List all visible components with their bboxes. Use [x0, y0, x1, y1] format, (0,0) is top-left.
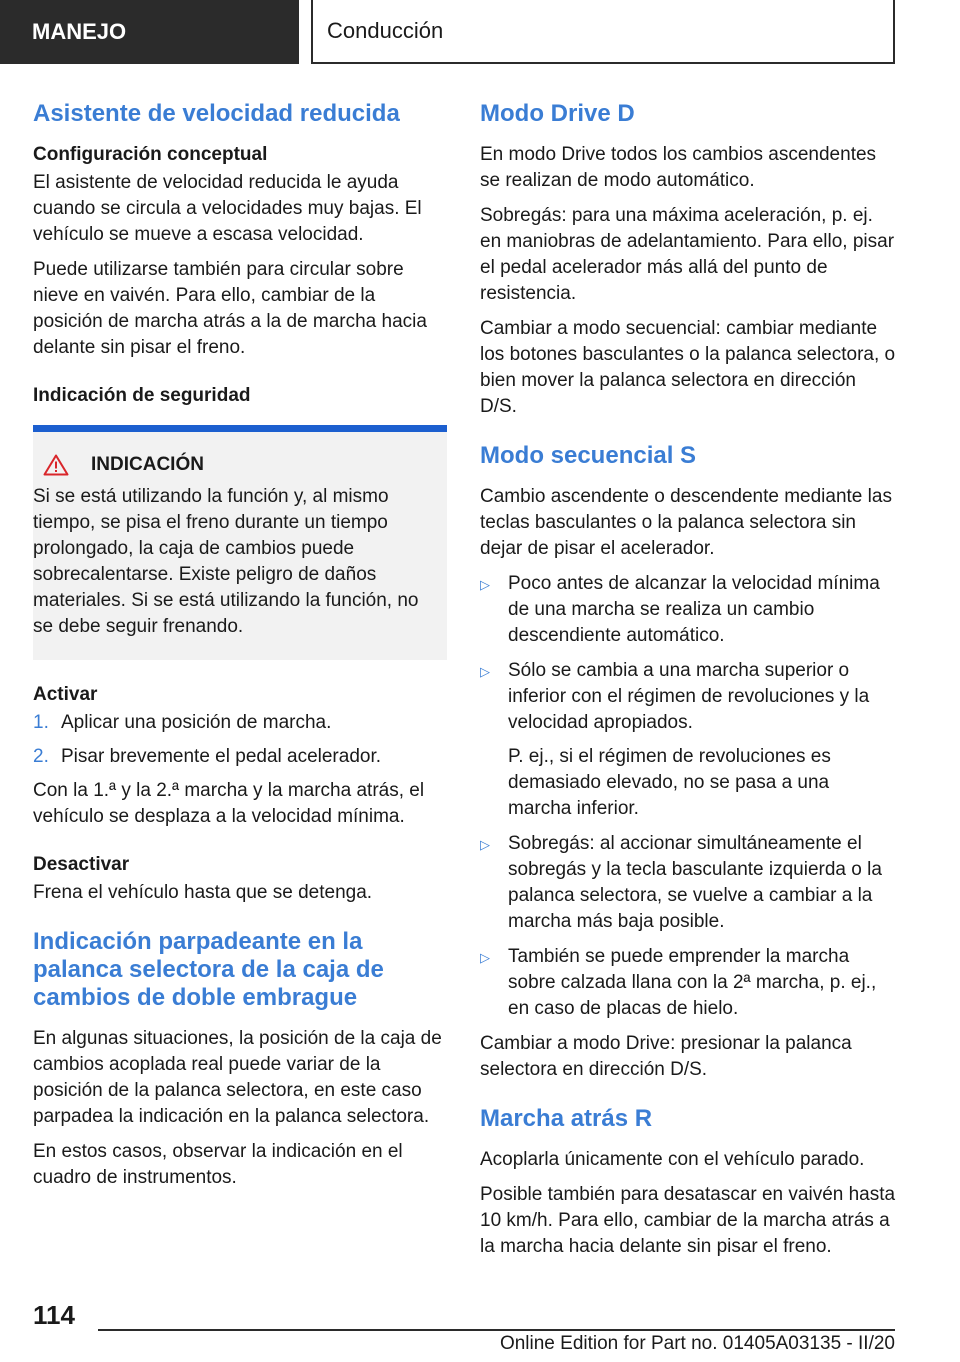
section-tab: MANEJO	[0, 0, 299, 64]
step-text: Aplicar una posición de marcha.	[61, 712, 332, 733]
paragraph-config-1: El asistente de velocidad reducida le ayuda cuando se circula a velocidades muy bajas. El vehículo se mueve a escasa velocidad.	[33, 172, 422, 245]
triangle-right-icon: ▷	[480, 664, 490, 679]
footer-edition: Online Edition for Part no. 01405A03135 - II/20	[499, 1333, 895, 1354]
heading-secuencial: Modo secuencial S	[480, 442, 697, 469]
paragraph-drive-3: Cambiar a modo secuencial: cambiar mediante los botones basculantes o la palanca selectora, o bien mover la palanca selectora en dirección D/S.	[480, 318, 896, 417]
bullet-text: Sólo se cambia a una marcha superior o inferior con el régimen de revoluciones y la velocidad apropiados.	[508, 660, 870, 733]
triangle-right-icon: ▷	[480, 950, 490, 965]
bullet-text: Poco antes de alcanzar la velocidad mínima de una marcha se realiza un cambio descendiente automático.	[508, 573, 880, 646]
bullet-text: También se puede emprender la marcha sobre calzada llana con la 2ª marcha, p. ej., en caso de placas de hielo.	[508, 946, 877, 1019]
list-item	[33, 744, 447, 770]
paragraph-desactivar: Frena el vehículo hasta que se detenga.	[33, 882, 373, 903]
paragraph-atras-2: Posible también para desatascar en vaivén hasta 10 km/h. Para ello, cambiar de la marcha atrás a la marcha hacia delante sin pisar el freno.	[480, 1184, 896, 1257]
chapter-title: Conducción	[311, 0, 895, 64]
triangle-right-icon: ▷	[480, 577, 490, 592]
secuencial-bullets	[480, 571, 896, 1022]
subheading-desactivar: Desactivar	[33, 854, 130, 875]
paragraph-drive-1: En modo Drive todos los cambios ascendentes se realizan de modo automático.	[480, 144, 877, 191]
bullet-extra-text: P. ej., si el régimen de revoluciones es demasiado elevado, no se pasa a una marcha inferior.	[508, 746, 831, 819]
paragraph-indicacion-1: En algunas situaciones, la posición de la caja de cambios acoplada real puede variar de la posición de la palanca selectora, en este caso parpadea la indicación en la palanca selectora.	[33, 1028, 442, 1127]
list-item	[480, 571, 896, 649]
heading-drive: Modo Drive D	[480, 100, 635, 127]
list-item	[480, 944, 896, 1022]
subheading-activar: Activar	[33, 684, 98, 705]
list-item	[480, 831, 896, 935]
heading-marcha-atras: Marcha atrás R	[480, 1105, 653, 1132]
warning-box	[33, 425, 447, 660]
left-column	[33, 100, 447, 1200]
page-number: 114	[33, 1300, 75, 1330]
step-number: 2.	[33, 746, 49, 767]
warning-triangle-icon	[43, 454, 69, 476]
warning-text: Si se está utilizando la función y, al mismo tiempo, se pisa el freno durante un tiempo prolongado, la caja de cambios puede sobrecalentarse. Existe peligro de daños materiales. Si se está utilizando la función, no se debe seguir frenando.	[33, 486, 419, 637]
subheading-seguridad: Indicación de seguridad	[33, 385, 251, 406]
paragraph-atras-1: Acoplarla únicamente con el vehículo parado.	[480, 1149, 865, 1170]
warning-title: INDICACIÓN	[91, 454, 204, 475]
warning-title-row	[33, 452, 441, 478]
list-item	[33, 710, 447, 736]
heading-asistente: Asistente de velocidad reducida	[33, 100, 400, 127]
paragraph-activar: Con la 1.ª y la 2.ª marcha y la marcha atrás, el vehículo se desplaza a la velocidad mínima.	[33, 780, 425, 827]
paragraph-drive-2: Sobregás: para una máxima aceleración, p. ej. en maniobras de adelantamiento. Para ello, pisar el pedal acelerador más allá del punto de resistencia.	[480, 205, 895, 304]
paragraph-indicacion-2: En estos casos, observar la indicación en el cuadro de instrumentos.	[33, 1141, 403, 1188]
paragraph-config-2: Puede utilizarse también para circular sobre nieve en vaivén. Para ello, cambiar de la posición de marcha atrás a la de marcha hacia delante sin pisar el freno.	[33, 259, 427, 358]
step-text: Pisar brevemente el pedal acelerador.	[61, 746, 382, 767]
bullet-text: Sobregás: al accionar simultáneamente el sobregás y la tecla basculante izquierda o la palanca selectora, se vuelve a cambiar a la marcha más baja posible.	[508, 833, 882, 932]
subheading-configuracion: Configuración conceptual	[33, 144, 268, 165]
heading-indicacion-parpadeante: Indicación parpadeante en la palanca selectora de la caja de cambios de doble embrague	[33, 928, 384, 1011]
list-item	[480, 658, 896, 822]
triangle-right-icon: ▷	[480, 837, 490, 852]
paragraph-secuencial-end: Cambiar a modo Drive: presionar la palanca selectora en dirección D/S.	[480, 1033, 852, 1080]
activation-steps	[33, 710, 447, 770]
paragraph-secuencial: Cambio ascendente o descendente mediante las teclas basculantes o la palanca selectora sin dejar de pisar el acelerador.	[480, 486, 892, 559]
right-column	[480, 100, 896, 1269]
step-number: 1.	[33, 712, 49, 733]
